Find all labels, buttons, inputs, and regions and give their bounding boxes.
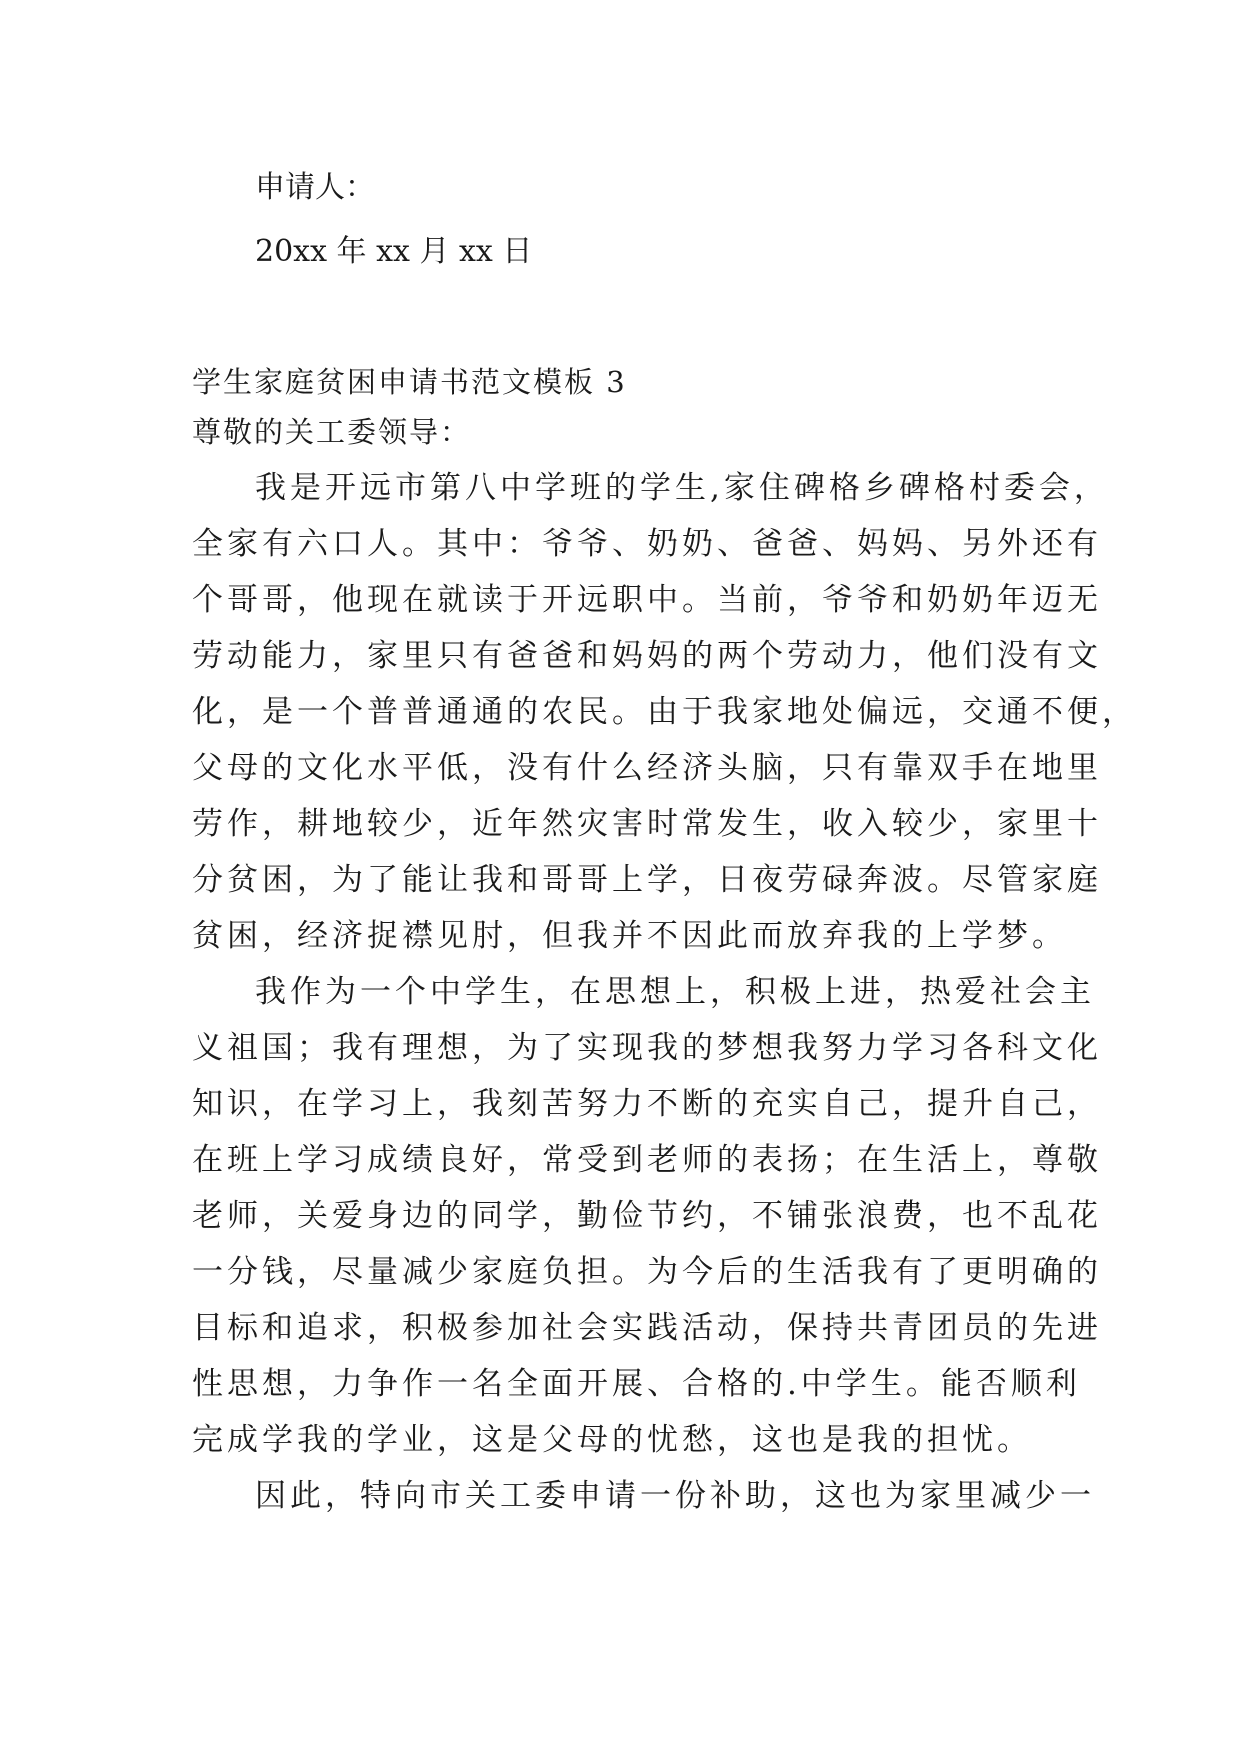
paragraph-line: 我作为一个中学生，在思想上，积极上进，热爱社会主	[255, 974, 1095, 1010]
paragraph-line: 我是开远市第八中学班的学生,家住碑格乡碑格村委会，	[255, 470, 1109, 506]
section-title: 学生家庭贫困申请书范文模板 3	[192, 365, 627, 399]
paragraph-line: 贫困，经济捉襟见肘，但我并不因此而放弃我的上学梦。	[192, 918, 1067, 954]
paragraph-line: 老师，关爱身边的同学，勤俭节约，不铺张浪费，也不乱花	[192, 1198, 1102, 1234]
paragraph-line: 个哥哥，他现在就读于开远职中。当前，爷爷和奶奶年迈无	[192, 582, 1102, 618]
paragraph-line: 父母的文化水平低，没有什么经济头脑，只有靠双手在地里	[192, 750, 1102, 786]
paragraph-line: 知识，在学习上，我刻苦努力不断的充实自己，提升自己，	[192, 1086, 1102, 1122]
paragraph-line: 全家有六口人。其中：爷爷、奶奶、爸爸、妈妈、另外还有	[192, 526, 1102, 562]
paragraph-line: 劳动能力，家里只有爸爸和妈妈的两个劳动力，他们没有文	[192, 638, 1102, 674]
applicant-label: 申请人：	[255, 170, 375, 205]
paragraph-line: 一分钱，尽量减少家庭负担。为今后的生活我有了更明确的	[192, 1254, 1102, 1290]
paragraph-line: 义祖国；我有理想，为了实现我的梦想我努力学习各科文化	[192, 1030, 1102, 1066]
paragraph-line: 因此，特向市关工委申请一份补助，这也为家里减少一	[255, 1478, 1095, 1514]
paragraph-line: 完成学我的学业，这是父母的忧愁，这也是我的担忧。	[192, 1422, 1032, 1458]
salutation: 尊敬的关工委领导：	[192, 415, 472, 449]
paragraph-line: 化，是一个普普通通的农民。由于我家地处偏远，交通不便，	[192, 694, 1137, 730]
paragraph-line: 性思想，力争作一名全面开展、合格的.中学生。能否顺利	[192, 1366, 1081, 1402]
paragraph-line: 劳作，耕地较少，近年然灾害时常发生，收入较少，家里十	[192, 806, 1102, 842]
paragraph-line: 在班上学习成绩良好，常受到老师的表扬；在生活上，尊敬	[192, 1142, 1102, 1178]
paragraph-line: 分贫困，为了能让我和哥哥上学，日夜劳碌奔波。尽管家庭	[192, 862, 1102, 898]
signature-date: 20xx 年 xx 月 xx 日	[255, 234, 533, 269]
paragraph-line: 目标和追求，积极参加社会实践活动，保持共青团员的先进	[192, 1310, 1102, 1346]
